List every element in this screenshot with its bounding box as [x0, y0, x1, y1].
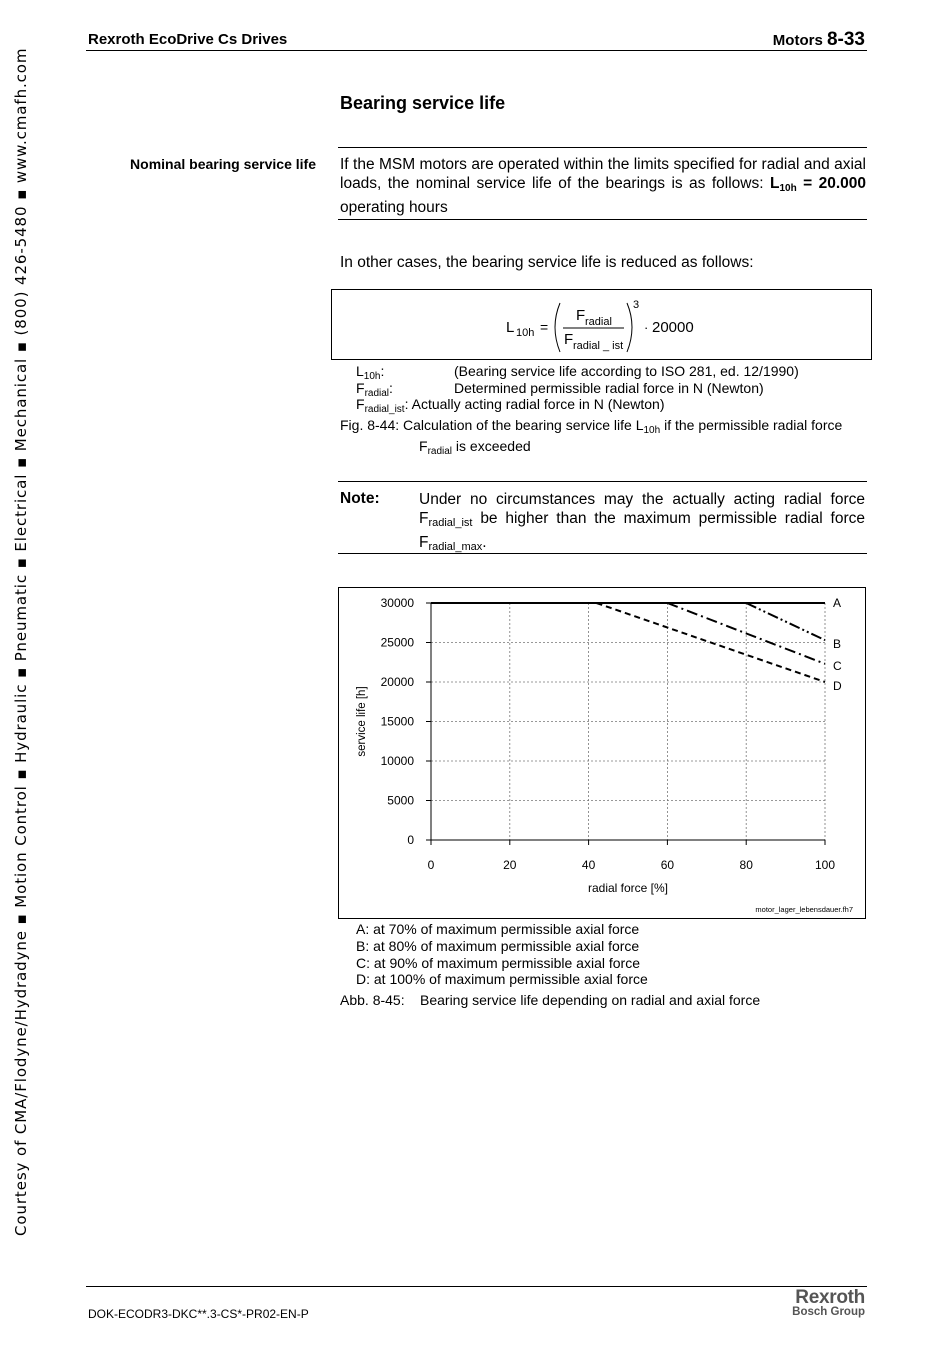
chart-legend-c: C: at 90% of maximum permissible axial force — [356, 955, 640, 971]
chart-file-label: motor_lager_lebensdauer.fh7 — [755, 905, 853, 914]
service-life-chart — [339, 588, 864, 917]
formula-den: F — [564, 331, 574, 348]
logo-group: Bosch Group — [792, 1306, 865, 1318]
nominal-text: If the MSM motors are operated within the limits specified for radial and axial loads, the nominal service life of the bearings is as follows: — [340, 156, 866, 192]
section-title: Bearing service life — [340, 93, 506, 113]
reduced-paragraph: In other cases, the bearing service life is reduced as follows: — [340, 254, 754, 271]
header-title: Rexroth EcoDrive Cs Drives — [88, 31, 288, 48]
y-axis-label: service life [h] — [356, 686, 368, 757]
y-tick-label-0: 0 — [407, 833, 414, 847]
note-rule-top — [338, 481, 867, 482]
x-tick-label-40: 40 — [581, 858, 596, 872]
y-tick-label-30000: 30000 — [380, 596, 414, 610]
legend-fradial-desc: Determined permissible radial force in N (Newton) — [454, 380, 764, 396]
formula-den-sub: radial _ ist — [573, 340, 624, 352]
page-number: 8-33 — [826, 29, 865, 50]
chart-box — [338, 587, 866, 919]
series-b-line — [746, 603, 825, 640]
fig45-caption: Bearing service life depending on radial and axial force — [420, 992, 761, 1008]
series-label-c: C — [833, 658, 842, 673]
x-tick-label-20: 20 — [503, 858, 517, 872]
note-label: Note: — [340, 490, 380, 507]
section-rule-top — [338, 147, 867, 148]
header-page — [773, 29, 865, 51]
formula — [332, 290, 870, 358]
footer-doc-id: DOK-ECODR3-DKC**.3-CS*-PR02-EN-P — [88, 1307, 309, 1321]
x-axis-label: radial force [%] — [587, 881, 669, 895]
legend-l10h-desc: (Bearing service life according to ISO 281, ed. 12/1990) — [454, 363, 799, 379]
formula-times: · — [644, 320, 649, 335]
formula-num-sub: radial — [585, 316, 612, 328]
y-tick-label-10000: 10000 — [380, 754, 414, 768]
y-tick-label-20000: 20000 — [380, 675, 414, 689]
legend-l10h: $L_{10h}$: — [356, 363, 385, 382]
formula-exponent: 3 — [633, 299, 640, 311]
legend-fradial: $F_{radial}$: — [356, 380, 393, 399]
header-rule — [86, 50, 867, 51]
chart-legend-b: B: at 80% of maximum permissible axial force — [356, 938, 640, 954]
formula-box — [331, 289, 872, 360]
x-tick-label-0: 0 — [427, 858, 435, 872]
sidebar-credit-text: Courtesy of CMA/Flodyne/Hydradyne ▪ Motion Control ▪ Hydraulic ▪ Pneumatic ▪ Electrical ▪ Mechanical ▪ (800) 426-5480 ▪ www.cmafh.com — [12, 47, 30, 1236]
formula-constant: 20000 — [652, 319, 694, 336]
x-tick-label-60: 60 — [660, 858, 675, 872]
series-label-b: B — [833, 637, 842, 652]
x-tick-label-80: 80 — [739, 858, 753, 872]
y-tick-label-25000: 25000 — [380, 635, 414, 650]
footer-rule — [86, 1286, 867, 1287]
nominal-paragraph — [340, 155, 866, 217]
sidebar-credit — [0, 0, 30, 1250]
series-d-line — [596, 603, 825, 682]
fig45-number: Abb. 8-45: — [340, 992, 405, 1008]
formula-paren-right — [627, 303, 632, 352]
chart-legend-a: A: at 70% of maximum permissible axial force — [356, 921, 640, 937]
logo-brand: Rexroth — [795, 1287, 865, 1308]
note-text: Under no circumstances may the actually acting radial force Fradial_ist be higher than the maximum permissible radial force Fradial_max. — [419, 491, 865, 553]
fig44-caption-line2: $F_{radial}$ is exceeded — [419, 438, 531, 457]
formula-lhs-sub: 10h — [516, 327, 535, 339]
formula-paren-left — [555, 303, 560, 352]
formula-num: F — [576, 307, 586, 324]
legend-fradial-ist: $F_{radial\_ist}$: Actually acting radial force in N (Newton) — [356, 396, 665, 415]
nominal-value-suffix: operating hours — [340, 199, 448, 216]
fig44-caption: Fig. 8-44: Calculation of the bearing service life $L_{10h}$ if the permissible radial force — [340, 417, 843, 436]
chart-legend-d: D: at 100% of maximum permissible axial force — [356, 971, 648, 987]
formula-equals: = — [540, 319, 549, 335]
series-label-a: A — [833, 596, 842, 610]
y-tick-label-5000: 5000 — [387, 793, 414, 808]
formula-lhs: L — [506, 319, 515, 336]
x-tick-label-100: 100 — [814, 858, 836, 872]
rexroth-logo — [792, 1287, 865, 1318]
section-rule-bottom — [338, 219, 867, 220]
nominal-label: Nominal bearing service life — [130, 156, 316, 172]
note-rule-bottom — [338, 553, 867, 554]
header-section: Motors — [772, 32, 823, 49]
series-label-d: D — [833, 679, 842, 693]
y-tick-label-15000: 15000 — [380, 714, 414, 729]
nominal-value: $L_{10h} = 20.000$ — [769, 175, 867, 194]
